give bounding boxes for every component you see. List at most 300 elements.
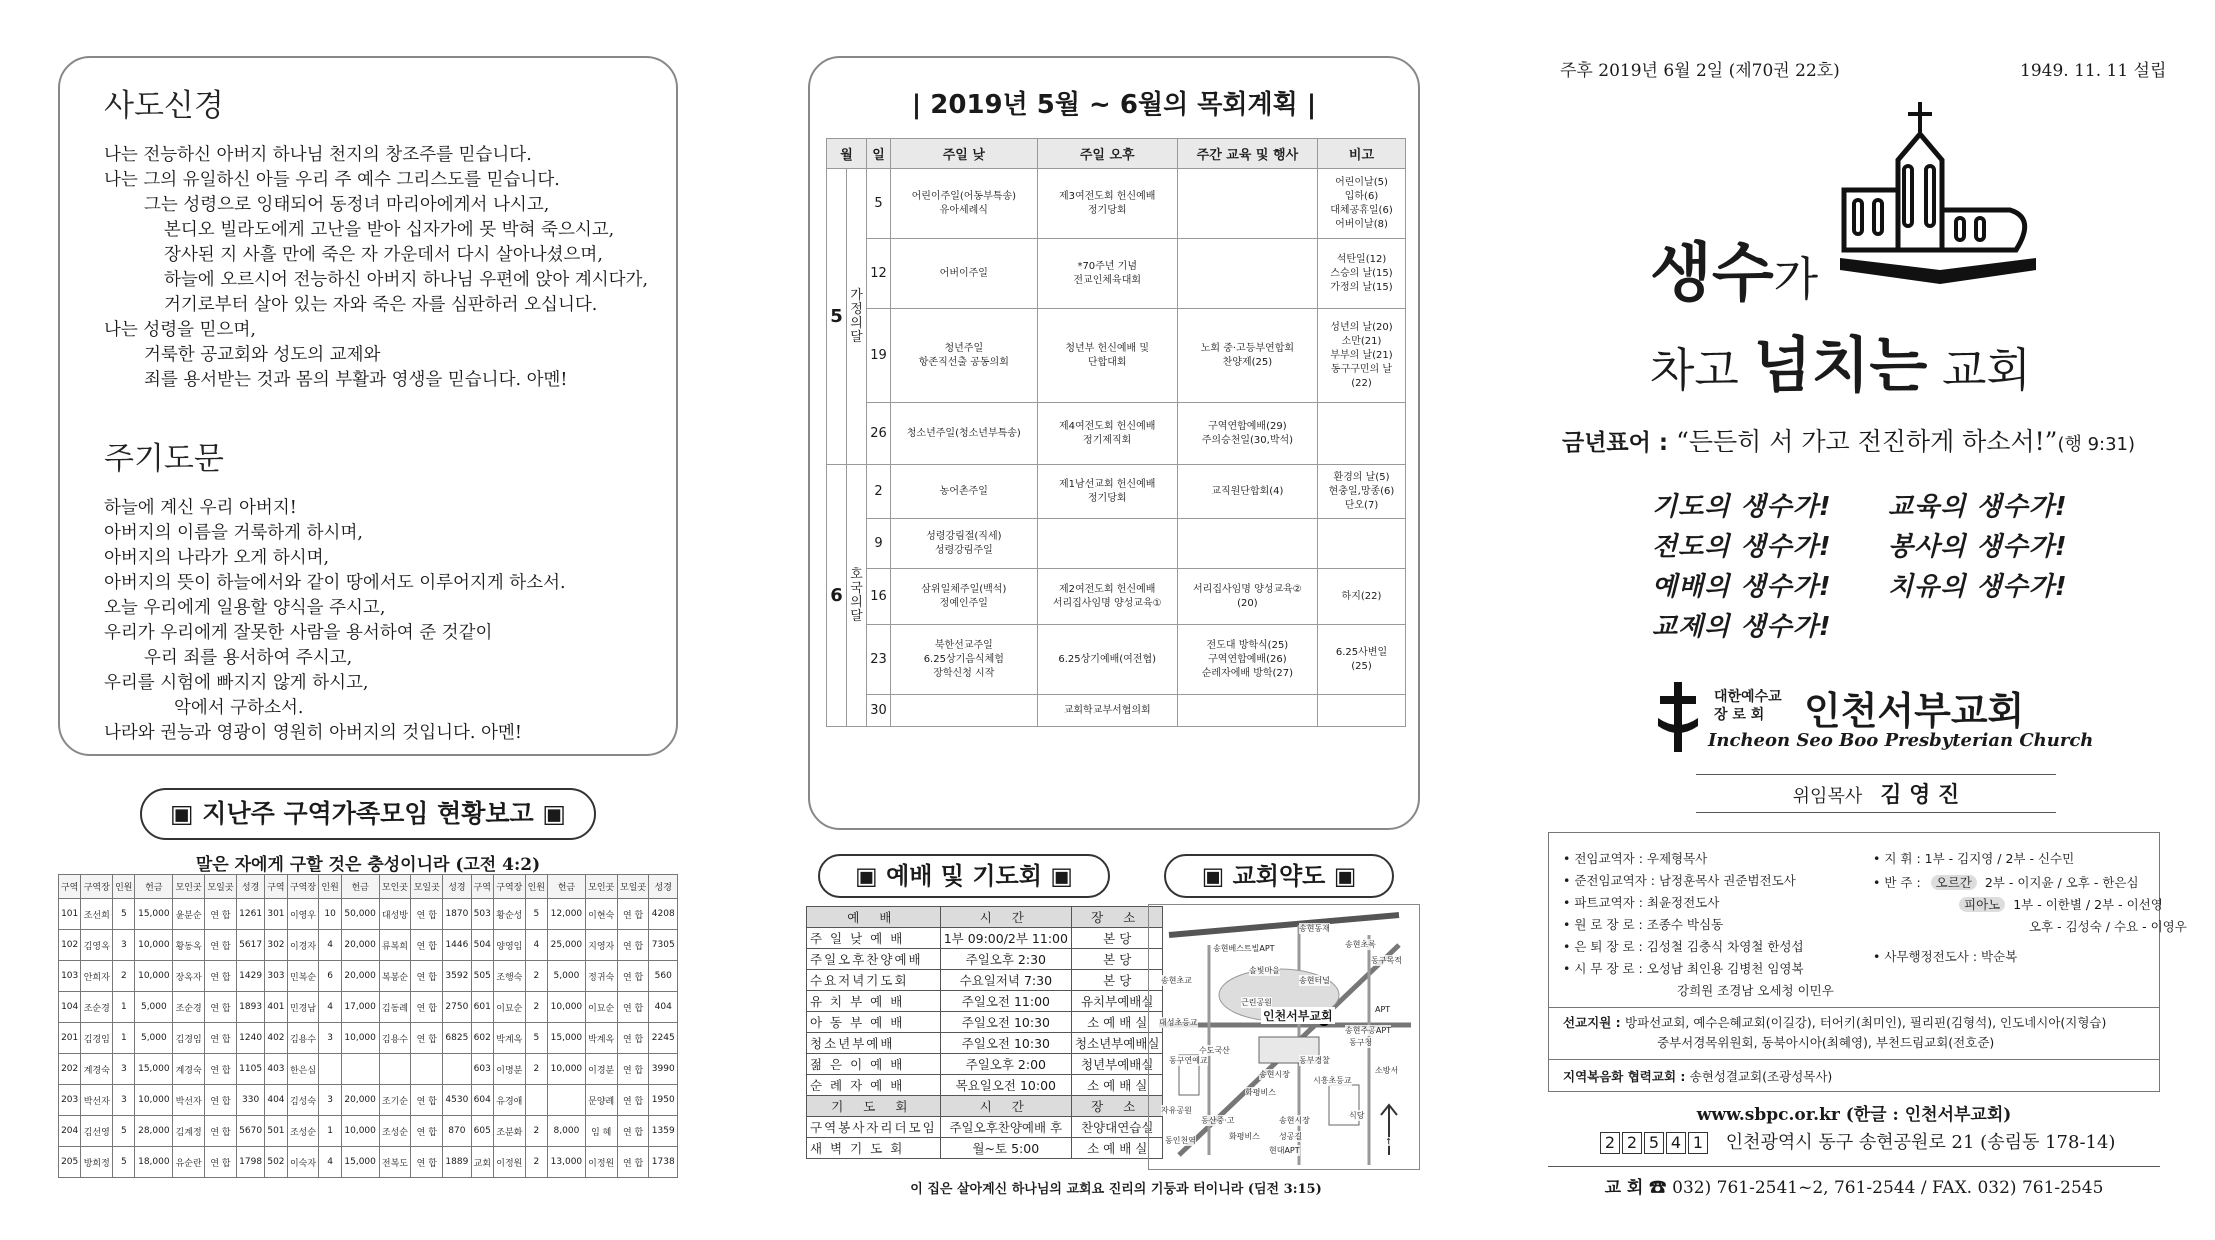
worship-cell: 소 예 배 실 [1071, 1075, 1163, 1096]
plan-day: 2 [867, 465, 891, 519]
worship-row [807, 1033, 1163, 1054]
group-cell: 이경분 [585, 1054, 617, 1085]
church-name: 인천서부교회 [1804, 689, 2025, 733]
group-cell: 양영임 [493, 930, 525, 961]
map-label: 송현시장 [1279, 1116, 1310, 1125]
plan-note [1317, 625, 1405, 695]
group-header-cell: 구역장 [81, 875, 113, 899]
plan-line: 청소년주일(청소년부특송) [906, 427, 1021, 439]
map-label: 화평비스 [1245, 1088, 1276, 1097]
map-label: 송현주공APT [1345, 1026, 1392, 1035]
map-label: 대성초등교 [1159, 1018, 1198, 1027]
creed-line: 거기로부터 살아 있는 자와 죽은 자를 심판하러 오십니다. [164, 295, 598, 315]
group-cell: 연 합 [205, 961, 237, 992]
group-cell: 604 [471, 1085, 493, 1116]
group-cell: 한은심 [287, 1054, 319, 1085]
slogan-prayer: 기도의 생수가! [1652, 492, 1832, 522]
plan-note [1317, 169, 1405, 239]
group-cell: 이경자 [287, 930, 319, 961]
plan-row [827, 169, 1406, 239]
group-cell: 박선자 [81, 1085, 113, 1116]
plan-header-cell: 주간 교육 및 행사 [1177, 139, 1317, 169]
plan-line: 교직원단합회(4) [1211, 485, 1284, 497]
plan-week [1177, 695, 1317, 727]
group-cell: 13,000 [548, 1147, 586, 1178]
group-header-cell: 구역장 [287, 875, 319, 899]
group-cell: 102 [59, 930, 81, 961]
staff-line: • 준전임교역자 : 남정훈목사 권준범전도사 [1563, 873, 1796, 888]
worship-cell: 순 례 자 예 배 [807, 1075, 941, 1096]
group-cell [525, 1085, 547, 1116]
group-cell: 503 [471, 899, 493, 930]
plan-week [1177, 569, 1317, 625]
plan-am [891, 309, 1038, 403]
plan-row [827, 625, 1406, 695]
creed-line: 나는 성령을 믿으며, [104, 320, 256, 340]
group-cell: 조기순 [379, 1085, 411, 1116]
plan-line: 정예인주일 [939, 597, 988, 609]
group-header-cell: 모일곳 [411, 875, 443, 899]
church-book-logo-icon [1840, 100, 2040, 290]
plan-week [1177, 169, 1317, 239]
group-header-cell: 모일곳 [617, 875, 649, 899]
group-header-cell: 성경 [236, 875, 264, 899]
plan-am [891, 519, 1038, 569]
group-cell: 10,000 [548, 1054, 586, 1085]
staff-line: • 원 로 장 로 : 조종수 박심동 [1563, 917, 1724, 932]
group-cell: 502 [265, 1147, 287, 1178]
headline-living-water: 생수 [1650, 237, 1774, 311]
plan-title: | 2019년 5월 ~ 6월의 목회계획 | [911, 90, 1317, 120]
plan-month-theme [847, 465, 867, 727]
group-cell: 3 [319, 1085, 341, 1116]
plan-line: 어린이날(5) [1335, 176, 1388, 188]
group-cell: 15,000 [135, 1054, 173, 1085]
group-row [59, 1023, 678, 1054]
group-cell: 1359 [649, 1116, 678, 1147]
plan-header-cell: 비고 [1317, 139, 1405, 169]
group-cell: 조성순 [287, 1116, 319, 1147]
plan-header-cell: 월 [827, 139, 867, 169]
group-cell: 302 [265, 930, 287, 961]
group-cell: 3 [113, 1085, 135, 1116]
group-cell: 603 [471, 1054, 493, 1085]
map-label: APT [1375, 1005, 1391, 1014]
staff-line: • 시 무 장 로 : 오성남 최인용 김병천 임영복 [1563, 961, 1804, 976]
group-cell: 870 [443, 1116, 471, 1147]
plan-am [891, 569, 1038, 625]
worship-row [807, 1117, 1163, 1138]
group-cell: 김경임 [81, 1023, 113, 1054]
map-church-label: 인천서부교회 [1263, 1009, 1333, 1023]
group-table-header [59, 875, 678, 899]
plan-line: 정기당회 [1087, 492, 1127, 504]
group-header-cell: 헌금 [135, 875, 173, 899]
group-cell: 1446 [443, 930, 471, 961]
group-cell: 2 [525, 1147, 547, 1178]
group-cell [443, 1054, 471, 1085]
worship-cell: 소 예 배 실 [1071, 1138, 1163, 1159]
group-row [59, 899, 678, 930]
plan-line: 주의승천일(30,박석) [1201, 434, 1294, 446]
plan-row [827, 309, 1406, 403]
plan-line: 구역연합예배(26) [1208, 653, 1287, 665]
theme-char: 가 [850, 287, 863, 303]
plan-pm [1037, 625, 1177, 695]
pastor-label: 위임목사 [1792, 786, 1863, 807]
mission-support [1563, 1013, 2106, 1031]
plan-month: 5 [827, 169, 847, 465]
group-cell: 601 [471, 992, 493, 1023]
worship-cell: 찬양대연습실 [1071, 1117, 1163, 1138]
map-label: 송현초록 [1345, 940, 1376, 949]
group-cell: 정귀숙 [585, 961, 617, 992]
map-label: 동구연예교 [1169, 1056, 1208, 1065]
plan-line: 제3여전도회 헌신예배 [1058, 190, 1156, 202]
staff-admin: • 사무행정전도사 : 박순복 [1873, 949, 2018, 964]
group-cell: 박선자 [173, 1085, 205, 1116]
group-header-cell: 구역 [471, 875, 493, 899]
plan-line: 부부의 날(21) [1330, 349, 1393, 361]
worship-header-cell: 시 간 [940, 1096, 1071, 1117]
plan-line: 유아세례식 [939, 204, 988, 216]
group-cell: 지영자 [585, 930, 617, 961]
plan-am [891, 169, 1038, 239]
group-cell: 유순란 [173, 1147, 205, 1178]
group-cell: 연 합 [617, 1116, 649, 1147]
worship-title: ▣ 예배 및 기도회 ▣ [818, 854, 1110, 898]
plan-line: 동구구민의 날 [1330, 363, 1393, 375]
group-cell: 403 [265, 1054, 287, 1085]
zip-digit: 1 [1688, 1132, 1708, 1154]
group-report-table [58, 874, 678, 1178]
worship-row [807, 991, 1163, 1012]
plan-pm [1037, 519, 1177, 569]
worship-cell: 수요저녁기도회 [807, 970, 941, 991]
group-cell: 5,000 [135, 992, 173, 1023]
group-cell [341, 1054, 379, 1085]
plan-line: 소만(21) [1341, 335, 1382, 347]
group-cell: 김용수 [379, 1023, 411, 1054]
group-header-cell: 모인곳 [379, 875, 411, 899]
map-label: 소방서 [1375, 1066, 1399, 1075]
piano-players: 1부 - 이한별 / 2부 - 이선영 [2013, 897, 2163, 912]
group-cell: 연 합 [411, 1116, 443, 1147]
creed-line: 나는 전능하신 아버지 하나님 천지의 창조주를 믿습니다. [104, 145, 532, 165]
group-report-verse: 말은 자에게 구할 것은 충성이니라 (고전 4:2) [195, 855, 541, 875]
accompanist-label: • 반 주 : [1873, 875, 1921, 890]
worship-row [807, 1012, 1163, 1033]
plan-day: 5 [867, 169, 891, 239]
group-cell: 5 [525, 899, 547, 930]
plan-pm [1037, 309, 1177, 403]
worship-row [807, 928, 1163, 949]
plan-line: 어린이주일(어동부특송) [911, 190, 1017, 202]
slogan-healing: 치유의 생수가! [1888, 572, 2068, 602]
group-cell: 10 [319, 899, 341, 930]
group-cell: 교회 [471, 1147, 493, 1178]
group-cell: 4 [525, 930, 547, 961]
plan-line: 가정의 날(15) [1330, 281, 1393, 293]
group-cell: 이현숙 [585, 899, 617, 930]
group-row [59, 992, 678, 1023]
plan-note [1317, 403, 1405, 465]
group-cell: 대성방 [379, 899, 411, 930]
plan-header-cell: 주일 낮 [891, 139, 1038, 169]
plan-week [1177, 403, 1317, 465]
group-cell: 504 [471, 930, 493, 961]
group-cell: 1738 [649, 1147, 678, 1178]
headline-particle: 가 [1773, 252, 1819, 306]
map-label: 동산중·고 [1201, 1116, 1235, 1125]
map-label: 화평비스 [1229, 1132, 1260, 1141]
group-cell: 4 [319, 992, 341, 1023]
plan-line: *70주년 기념 [1077, 260, 1137, 272]
worship-cell: 본 당 [1071, 928, 1163, 949]
plan-line: 정기당회 [1087, 204, 1127, 216]
plan-day: 30 [867, 695, 891, 727]
plan-week [1177, 625, 1317, 695]
worship-cell: 주일오전 11:00 [940, 991, 1071, 1012]
group-header-cell: 헌금 [548, 875, 586, 899]
group-cell: 6825 [443, 1023, 471, 1054]
group-cell: 17,000 [341, 992, 379, 1023]
plan-day: 16 [867, 569, 891, 625]
group-cell: 103 [59, 961, 81, 992]
zip-code [1600, 1132, 1710, 1153]
staff-divider-2 [1549, 1059, 2159, 1060]
plan-header-cell: 주일 오후 [1037, 139, 1177, 169]
ministry-plan-box [808, 56, 1420, 830]
map-label: 송현베스트빌APT [1213, 944, 1275, 953]
creed-text [104, 143, 649, 393]
mission-support-2: 중부서경목위원회, 동북아시아(최혜영), 부천드림교회(전호준) [1657, 1035, 1995, 1050]
plan-line: 청년부 헌신예배 및 [1065, 342, 1150, 354]
worship-row [807, 1138, 1163, 1159]
map-label: 송현터널 [1299, 976, 1330, 985]
group-cell: 3 [113, 930, 135, 961]
group-cell: 1870 [443, 899, 471, 930]
group-cell: 501 [265, 1116, 287, 1147]
theme-char: 달 [850, 329, 863, 345]
group-cell: 20,000 [341, 930, 379, 961]
group-cell: 8,000 [548, 1116, 586, 1147]
group-cell: 2 [525, 992, 547, 1023]
regional-partner [1563, 1067, 1832, 1085]
map-label: 송현동재 [1299, 924, 1330, 933]
worship-cell: 청소년부예배실 [1071, 1033, 1163, 1054]
plan-day: 26 [867, 403, 891, 465]
plan-line: 단오(7) [1344, 499, 1379, 511]
plan-line: 노회 중·고등부연합회 [1200, 342, 1295, 354]
theme-char: 달 [850, 608, 863, 624]
plan-note [1317, 309, 1405, 403]
plan-line: 석탄일(12) [1336, 253, 1387, 265]
group-cell: 6 [319, 961, 341, 992]
group-cell: 605 [471, 1116, 493, 1147]
plan-row [827, 569, 1406, 625]
zip-digit: 4 [1666, 1132, 1686, 1154]
group-cell: 10,000 [341, 1023, 379, 1054]
motto-reference: (행 9:31) [2057, 434, 2136, 455]
group-header-cell: 모일곳 [205, 875, 237, 899]
group-cell: 황동옥 [173, 930, 205, 961]
group-cell: 4 [319, 930, 341, 961]
theme-char: 의 [850, 594, 863, 610]
group-header-cell: 모인곳 [173, 875, 205, 899]
plan-am [891, 625, 1038, 695]
plan-note [1317, 519, 1405, 569]
pastor-name: 김 영 진 [1880, 782, 1960, 808]
plan-line: 농어촌주일 [939, 485, 988, 497]
group-cell: 202 [59, 1054, 81, 1085]
group-cell: 장옥자 [173, 961, 205, 992]
map-label: 수도국산 [1199, 1046, 1230, 1055]
group-cell: 2750 [443, 992, 471, 1023]
worship-cell: 본 당 [1071, 949, 1163, 970]
worship-cell: 본 당 [1071, 970, 1163, 991]
group-cell: 이명분 [493, 1054, 525, 1085]
group-cell: 연 합 [617, 992, 649, 1023]
plan-header-cell: 일 [867, 139, 891, 169]
map-label: 식당 [1349, 1111, 1365, 1120]
group-cell: 1 [113, 992, 135, 1023]
phone-label: 교 회 ☎ [1604, 1178, 1673, 1198]
worship-cell: 주일오전 10:30 [940, 1033, 1071, 1054]
worship-row [807, 1075, 1163, 1096]
group-cell: 3990 [649, 1054, 678, 1085]
group-header-cell: 인원 [525, 875, 547, 899]
piano-badge: 피아노 [1959, 897, 2005, 912]
group-cell: 204 [59, 1116, 81, 1147]
prayer-line: 오늘 우리에게 일용할 양식을 주시고, [104, 598, 386, 618]
worship-row [807, 1054, 1163, 1075]
group-cell: 조성순 [379, 1116, 411, 1147]
worship-header-row [807, 1096, 1163, 1117]
creed-line: 죄를 용서받는 것과 몸의 부활과 영생을 믿습니다. 아멘! [144, 370, 568, 390]
group-cell: 박계옥 [585, 1023, 617, 1054]
group-row [59, 961, 678, 992]
church-map [1148, 904, 1420, 1170]
worship-cell: 주일오후찬양예배 [807, 949, 941, 970]
group-cell: 연 합 [411, 1023, 443, 1054]
staff-piano-2: 오후 - 김성숙 / 수요 - 이영우 [2029, 919, 2187, 934]
headline-fill: 차고 [1650, 343, 1754, 397]
map-label: 자유공원 [1161, 1106, 1192, 1115]
plan-week [1177, 465, 1317, 519]
group-report-title: ▣ 지난주 구역가족모임 현황보고 ▣ [140, 788, 596, 840]
plan-line: 장학신청 시작 [933, 667, 995, 679]
plan-note [1317, 465, 1405, 519]
group-cell: 이정원 [585, 1147, 617, 1178]
group-cell: 101 [59, 899, 81, 930]
group-cell: 연 합 [411, 899, 443, 930]
group-cell: 연 합 [205, 1116, 237, 1147]
prayer-line: 우리 죄를 용서하여 주시고, [144, 648, 353, 668]
worship-cell: 청년부예배실 [1071, 1054, 1163, 1075]
group-cell [379, 1054, 411, 1085]
group-cell: 연 합 [617, 1054, 649, 1085]
group-cell: 15,000 [548, 1023, 586, 1054]
plan-line: 대체공휴일(6) [1330, 204, 1393, 216]
group-header-cell: 구역 [265, 875, 287, 899]
group-cell: 방희정 [81, 1147, 113, 1178]
map-label: 송현시장 [1259, 1070, 1290, 1079]
group-cell: 연 합 [411, 961, 443, 992]
group-cell: 연 합 [411, 1147, 443, 1178]
plan-line: 6.25사변일 [1335, 646, 1388, 658]
plan-line: 구역연합예배(29) [1208, 420, 1287, 432]
group-cell: 1261 [236, 899, 264, 930]
group-cell: 연 합 [617, 961, 649, 992]
map-label: 동인천역 [1165, 1136, 1196, 1145]
plan-line: 6.25상기음식체험 [923, 653, 1004, 665]
church-name-english: Incheon Seo Boo Presbyterian Church [1708, 730, 2094, 751]
group-cell: 1240 [236, 1023, 264, 1054]
address-text: 인천광역시 동구 송현공원로 21 (송림동 178-14) [1725, 1132, 2116, 1153]
worship-header-cell: 장 소 [1071, 907, 1163, 928]
group-cell: 연 합 [617, 1147, 649, 1178]
group-cell: 1798 [236, 1147, 264, 1178]
plan-note [1317, 569, 1405, 625]
staff-divider [1549, 1007, 2159, 1008]
creed-line: 나는 그의 유일하신 아들 우리 주 예수 그리스도를 믿습니다. [104, 170, 560, 190]
plan-line: 제1남선교회 헌신예배 [1058, 478, 1156, 490]
prayer-line: 아버지의 나라가 오게 하시며, [104, 548, 330, 568]
group-cell: 303 [265, 961, 287, 992]
map-label: 동구목적 [1371, 956, 1402, 965]
plan-row [827, 465, 1406, 519]
worship-cell: 주일오전 10:30 [940, 1012, 1071, 1033]
group-header-cell: 구역 [59, 875, 81, 899]
plan-note [1317, 239, 1405, 309]
plan-table [826, 138, 1406, 727]
group-cell: 5 [113, 1116, 135, 1147]
theme-char: 호 [850, 566, 863, 582]
group-cell: 김영옥 [81, 930, 113, 961]
group-cell: 25,000 [548, 930, 586, 961]
plan-header-row [827, 139, 1406, 169]
group-header-cell: 인원 [319, 875, 341, 899]
group-cell: 연 합 [617, 1023, 649, 1054]
worship-cell: 유치부예배실 [1071, 991, 1163, 1012]
group-cell: 이영우 [287, 899, 319, 930]
group-cell: 10,000 [135, 930, 173, 961]
plan-line: 항존직선출 공동의회 [918, 356, 1009, 368]
staff-line: • 전임교역자 : 우제형목사 [1563, 851, 1708, 866]
group-cell: 15,000 [135, 899, 173, 930]
bible-verse: 이 집은 살아계신 하나님의 교회요 진리의 기둥과 터이니라 (딤전 3:15) [910, 1182, 1322, 1197]
plan-line: 청년주일 [944, 342, 984, 354]
founded-date: 1949. 11. 11 설립 [2020, 61, 2167, 81]
plan-line: 어버이주일 [939, 267, 988, 279]
group-cell: 전복도 [379, 1147, 411, 1178]
plan-line: 성령강림주일 [934, 544, 993, 556]
group-cell: 5,000 [548, 961, 586, 992]
group-cell: 민복순 [287, 961, 319, 992]
group-cell: 330 [236, 1085, 264, 1116]
prayer-line: 우리를 시험에 빠지지 않게 하시고, [104, 673, 369, 693]
plan-pm [1037, 239, 1177, 309]
plan-line: 순레자에배 방학(27) [1201, 667, 1294, 679]
group-header-cell: 성경 [649, 875, 678, 899]
group-cell: 류복희 [379, 930, 411, 961]
group-cell: 10,000 [341, 1116, 379, 1147]
group-cell: 황순성 [493, 899, 525, 930]
group-cell: 1 [319, 1116, 341, 1147]
group-header-cell: 헌금 [341, 875, 379, 899]
map-label: 성공길 [1279, 1132, 1303, 1141]
